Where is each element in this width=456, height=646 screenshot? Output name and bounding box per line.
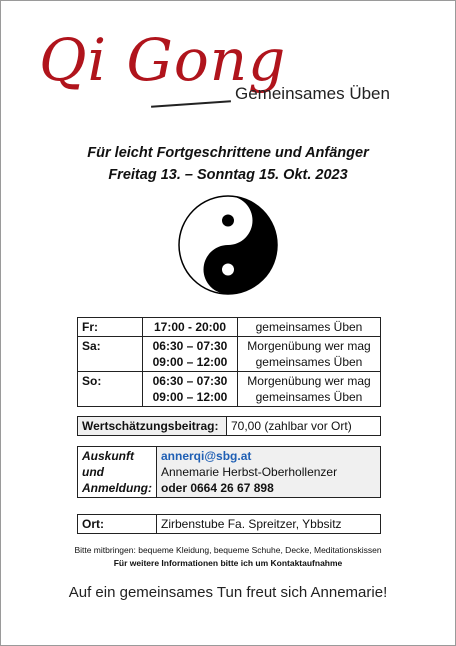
- day-label: So:: [78, 372, 143, 407]
- location-label: Ort:: [78, 515, 157, 534]
- qi-gong-logo: Qi Gong: [39, 26, 287, 94]
- headline-audience: Für leicht Fortgeschrittene und Anfänger: [87, 145, 369, 161]
- location-table: [77, 514, 381, 534]
- contact-label: und: [82, 465, 104, 479]
- contact-label: Anmeldung:: [82, 481, 152, 495]
- desc-cell: [238, 372, 381, 407]
- desc: Morgenübung wer mag: [247, 374, 371, 388]
- desc-cell: [238, 337, 381, 372]
- time: 17:00 - 20:00: [153, 320, 227, 334]
- location-value: Zirbenstube Fa. Spreitzer, Ybbsitz: [157, 515, 381, 534]
- contact-table: [77, 446, 381, 498]
- time-cell: [143, 372, 238, 407]
- contact-info-cell: [157, 447, 381, 498]
- desc: gemeinsames Üben: [255, 320, 363, 334]
- contact-label-cell: [78, 447, 157, 498]
- time: 09:00 – 12:00: [152, 355, 228, 369]
- fee-label: Wertschätzungsbeitrag:: [78, 417, 227, 436]
- desc: Morgenübung wer mag: [247, 339, 371, 353]
- time-cell: [143, 337, 238, 372]
- yin-yang-icon: [177, 194, 279, 296]
- day-label: Fr:: [78, 318, 143, 337]
- desc: gemeinsames Üben: [255, 355, 363, 369]
- fee-value: 70,00 (zahlbar vor Ort): [227, 417, 381, 436]
- info-line: Für weitere Informationen bitte ich um Kontaktaufnahme: [113, 558, 343, 568]
- closing-line: Auf ein gemeinsames Tun freut sich Annemarie!: [68, 584, 388, 601]
- subtitle: Gemeinsames Üben: [235, 84, 390, 103]
- email-link[interactable]: annerqi@sbg.at: [161, 449, 252, 463]
- fee-table: [77, 416, 381, 436]
- headline-dates: Freitag 13. – Sonntag 15. Okt. 2023: [108, 167, 348, 183]
- desc: gemeinsames Üben: [255, 390, 363, 404]
- schedule-row-fr: [78, 318, 381, 337]
- time: 06:30 – 07:30: [152, 339, 228, 353]
- bring-line: Bitte mitbringen: bequeme Kleidung, bequeme Schuhe, Decke, Meditationskissen: [74, 545, 382, 555]
- contact-phone: oder 0664 26 67 898: [161, 481, 274, 495]
- time: 09:00 – 12:00: [152, 390, 228, 404]
- desc-cell: [238, 318, 381, 337]
- time: 06:30 – 07:30: [152, 374, 228, 388]
- logo-swash: [151, 100, 231, 108]
- day-label: Sa:: [78, 337, 143, 372]
- contact-label: Auskunft: [82, 449, 134, 463]
- schedule-row-sa: [78, 337, 381, 372]
- time-cell: [143, 318, 238, 337]
- schedule-table: [77, 317, 381, 407]
- contact-name: Annemarie Herbst-Oberhollenzer: [161, 465, 338, 479]
- schedule-row-so: [78, 372, 381, 407]
